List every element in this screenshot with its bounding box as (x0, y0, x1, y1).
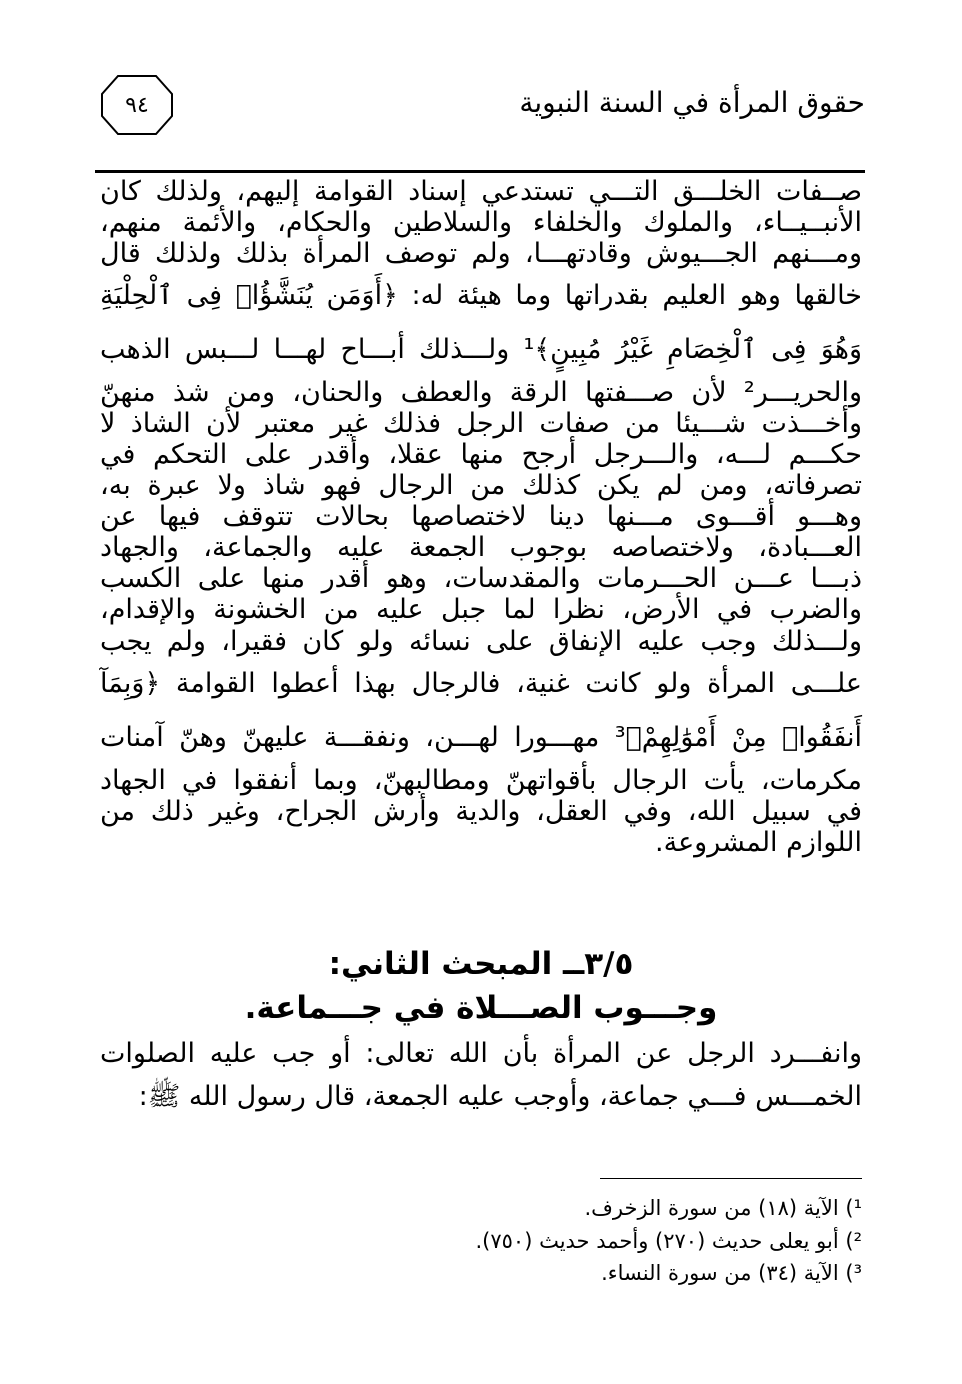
footnote-item: ¹) الآية (١٨) من سورة الزخرف. (584, 1196, 862, 1220)
paragraph-2 (100, 1032, 862, 1118)
text-line: أَنفَقُوا۟ مِنْ أَمْوَٰلِهِمْ﴾³ مهـــورا لهـــن، ونفقـــة عليهنّ وهنّ آمنات (100, 721, 862, 753)
section-title-heading: وجـــوب الصـــلاة في جـــماعة. (244, 990, 718, 1026)
text-line: وانفـــرد الرجل عن المرأة بأن الله تعالى: أو جب عليه الصلوات (100, 1038, 862, 1069)
section-number-heading: ٣/٥ــ المبحث الثاني: (328, 946, 634, 982)
text-line: وأخـــذت شـــيئا من صفات الرجل فذلك غير معتبر لأن الشاذ لا (100, 408, 862, 440)
header-divider (95, 170, 865, 173)
text-line: اللوازم المشروعة. (655, 826, 862, 858)
text-line: علـــى المرأة ولو كانت غنية، فالرجال بهذا أعطوا القوامة ﴿وَبِمَآ (100, 667, 862, 699)
footnotes (380, 1192, 862, 1290)
text-line: تصرفاته، ومن لم يكن كذلك من الرجال فهو شاذ ولا عبرة به، (100, 470, 862, 502)
footnote-item: ³) الآية (٣٤) من سورة النساء. (601, 1261, 862, 1286)
footnote-item: ²) أبو يعلى حديث (٢٧٠) وأحمد حديث (٧٥٠). (475, 1228, 862, 1253)
text-line: في سبيل الله، وفي العقل، والدية وأرش الجراح، وغير ذلك من (100, 795, 862, 827)
running-title: حقوق المرأة في السنة النبوية (519, 86, 865, 119)
page-number-frame (100, 74, 174, 136)
text-line: وهـــو أقـــوى مـــنها دينا لاختصاصها بحالات تتوقف فيها عن (100, 501, 862, 533)
paragraph-1 (100, 176, 862, 858)
text-line: والضرب في الأرض، نظرا لما جبل عليه من الخشونة والإقدام، (100, 594, 862, 626)
text-line: الخمـــس فـــي جماعة، وأوجب عليه الجمعة، قال رسول الله ﷺ: (138, 1081, 862, 1113)
text-line: ولـــذلك وجب عليه الإنفاق على نسائه ولو كان فقيرا، ولم يجب (100, 625, 862, 657)
page-number: ٩٤ (125, 92, 149, 118)
text-line: العـــبادة، ولاختصاصه بوجوب الجمعة عليه والجماعة، والجهاد (100, 532, 862, 564)
text-line: حكـــم لـــه، والـــرجل أرجح منها عقلا، وأقدر على التحكم في (100, 439, 862, 471)
text-line: مكرمات، يأت الرجال بأقواتهنّ ومطالبهنّ، وبما أنفقوا في الجهاد (100, 764, 862, 796)
text-line: ذبـــا عـــن الحـــرمات والمقدسات، وهو أقدر منها على الكسب (100, 563, 862, 595)
text-line: وَهُوَ فِى ٱلْخِصَامِ غَيْرُ مُبِينٍ﴾¹ ولـــذلك أبـــاح لهـــا لـــبس الذهب (100, 334, 862, 366)
page-header (95, 70, 865, 170)
text-line: والحريـــر² لأن صـــفتها الرقة والعطف والحنان، ومن شذ منهنّ (100, 377, 862, 409)
text-line: خالقها وهو العليم بقدراتها وما هيئة له: ﴿أَوَمَن يُنَشَّؤُا۟ فِى ٱلْحِلْيَةِ (100, 280, 862, 312)
text-line: الأنبــيــاء، والملوك والخلفاء والسلاطين والحكام، والأئمة منهم، (100, 207, 862, 239)
footnote-divider (600, 1178, 862, 1179)
text-line: ومـــنهم الجـــيوش وقادتهـــا، ولم توصف المرأة بذلك ولذلك قال (100, 238, 862, 270)
text-line: صــفات الخلـــق التـــي تستدعي إسناد القوامة إليهم، ولذلك كان (100, 176, 862, 207)
